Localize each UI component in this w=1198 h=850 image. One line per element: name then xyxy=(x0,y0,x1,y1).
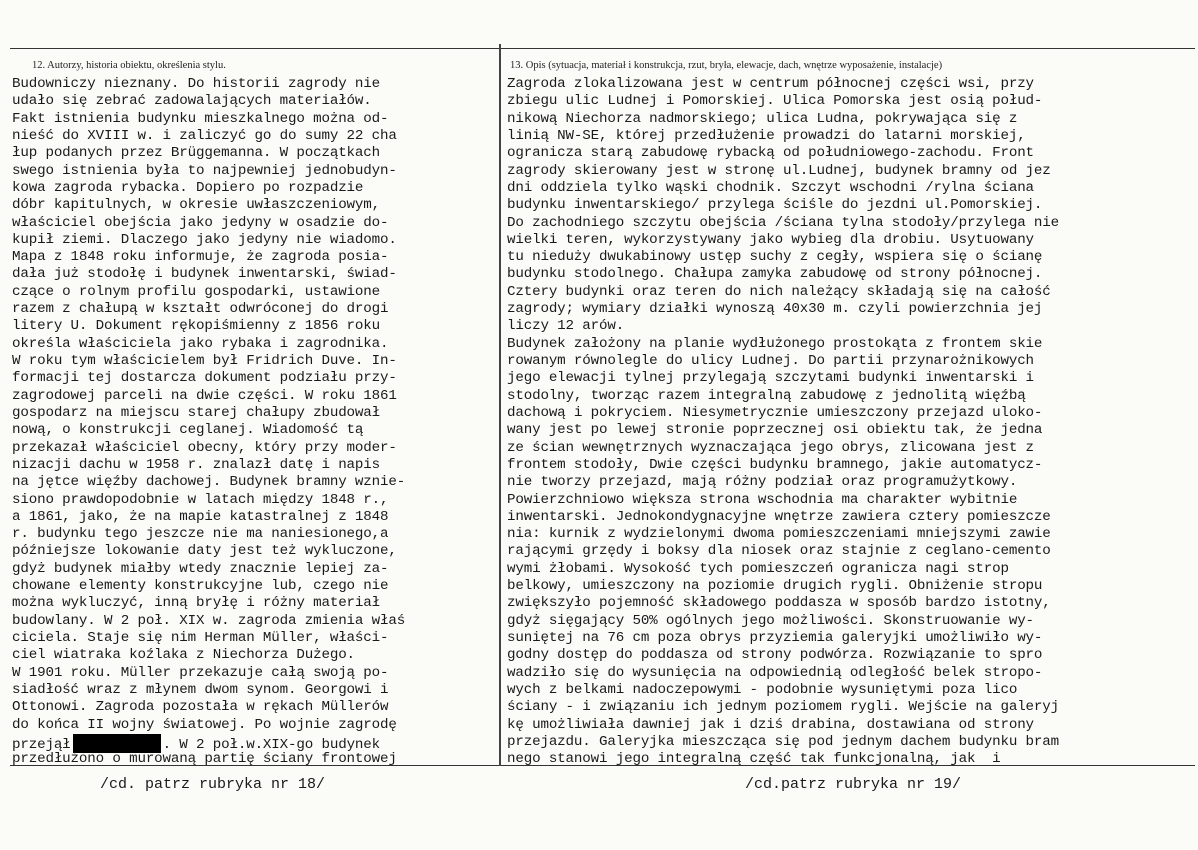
text-line: liczy 12 arów. xyxy=(507,318,625,335)
text-line: nie tworzy przejazd, mają różny podział oraz programużytkowy. xyxy=(507,474,1018,491)
text-line: chowane elementy konstrukcyjne lub, czego nie xyxy=(12,578,389,595)
text-line: ze ścian wewnętrznych wyznaczająca jego obrys, zlicowana jest z xyxy=(507,439,1034,456)
text-line: a 1861, jako, że na mapie katastralnej z 1848 xyxy=(12,508,389,525)
text-line: nia: kurnik z wydzielonymi dwoma pomieszczeniami mniejszymi zawie xyxy=(507,526,1051,543)
text-line: frontem stodoły, Dwie części budynku bramnego, jakie automatycz- xyxy=(507,456,1043,473)
text-line: W roku tym właścicielem był Fridrich Duve. In- xyxy=(12,353,397,369)
text-line: łup podanych przez Brüggemanna. W początkach xyxy=(12,145,381,162)
text-line: rowanym równolegle do ulicy Ludnej. Do partii przynarożnikowych xyxy=(507,353,1034,369)
text-line: na jętce więźby dachowej. Budynek bramny wznie- xyxy=(12,474,406,491)
text-line: zbiegu ulic Ludnej i Pomorskiej. Ulica Pomorska jest osią połud- xyxy=(507,93,1043,110)
text-line: przedłużono o murowaną partię ściany frontowej xyxy=(12,751,397,768)
text-line: swego istnienia była to najpewniej jednobudyn- xyxy=(12,162,397,179)
text-line: zagrodowej parceli na dwie części. W roku 1861 xyxy=(12,387,397,404)
column-divider xyxy=(499,44,501,766)
text-line: budynku stodolnego. Chałupa zamyka zabudowę od strony północnej. xyxy=(507,266,1043,283)
text-line: siadłość wraz z młynem dwom synom. Georgowi i xyxy=(12,681,389,698)
text-fragment: przejął xyxy=(12,736,71,753)
text-line: stodolny, tworząc razem integralną zabudowę z jednolitą więźbą xyxy=(507,387,1026,404)
text-line: nikową Niechorza nadmorskiego; ulica Ludna, pokrywająca się z xyxy=(507,110,1018,127)
text-line: przejazdu. Galeryjka mieszcząca się pod jednym dachem budynku bram xyxy=(507,733,1060,750)
description-text-column xyxy=(507,76,1059,769)
text-line: zagrody skierowany jest w stronę ul.Ludnej, budynek bramny od jez xyxy=(507,162,1051,179)
text-line: wadziło się do wysunięcia na odpowiednią odległość belek stropo- xyxy=(507,664,1043,681)
text-line: wymi żłobami. Wysokość tych pomieszczeń ogranicza nagi strop xyxy=(507,560,1009,577)
text-line: Budynek założony na planie wydłużonego prostokąta z frontem skie xyxy=(507,335,1043,352)
text-line: można wykluczyć, inną bryłę i różny materiał xyxy=(12,595,381,612)
text-line: zwiększyło pojemność składowego poddasza w sposób bardzo istotny, xyxy=(507,595,1051,612)
text-line: razem z chałupą w kształt odwróconej do drogi xyxy=(12,301,389,318)
text-line: siono prawdopodobnie w latach między 1848 r., xyxy=(12,491,389,508)
text-line: budowlany. W 2 poł. XIX w. zagroda zmienia właś xyxy=(12,612,406,629)
text-line: W 1901 roku. Müller przekazuje całą swoją po- xyxy=(12,664,389,681)
text-line: r. budynku tego jeszcze nie ma naniesionego,a xyxy=(12,526,389,543)
text-line: Do zachodniego szczytu obejścia /ściana tylna stodoły/przylega nie xyxy=(507,214,1060,231)
text-line: formacji tej dostarcza dokument podziału przy- xyxy=(12,370,397,387)
history-text-column xyxy=(12,76,405,769)
text-line: nego stanowi jego integralną część tak funkcjonalną, jak i xyxy=(507,751,1001,768)
text-line: dni oddziela tylko wąski chodnik. Szczyt wschodni /rylna ściana xyxy=(507,179,1034,196)
text-line: czące o rolnym profilu gospodarki, ustawione xyxy=(12,283,381,300)
text-line: kupił ziemi. Dlaczego jako jedyny nie wiadomo. xyxy=(12,231,397,248)
text-line: Ottonowi. Zagroda pozostała w rękach Müllerów xyxy=(12,699,389,716)
text-line: belkowy, umieszczony na poziomie drugich rygli. Obniżenie stropu xyxy=(507,578,1043,595)
text-fragment: . W 2 poł.w.XIX-go budynek xyxy=(162,736,381,753)
text-line: ciel wiatraka koźlaka z Niechorza Dużego. xyxy=(12,647,355,664)
text-line: Mapa z 1848 roku informuje, że zagroda posia- xyxy=(12,249,389,266)
text-line: wych z belkami nadoczepowymi - podobnie wysuniętymi poza lico xyxy=(507,681,1018,698)
left-column-header: 12. Autorzy, historia obiektu, określenia stylu. xyxy=(32,60,226,71)
text-line: litery U. Dokument rękopiśmienny z 1856 roku xyxy=(12,318,381,335)
text-line: gdyż sięgający 50% ogólnych jego możliwości. Skonstruowanie wy- xyxy=(507,612,1034,629)
text-line: dała już stodołę i budynek inwentarski, świad- xyxy=(12,266,397,283)
text-line: dachową i pokryciem. Niesymetrycznie umieszczony przejazd uloko- xyxy=(507,404,1043,421)
text-line: wielki teren, wykorzystywany jako wybieg dla drobiu. Usytuowany xyxy=(507,231,1034,248)
text-line: linią NW-SE, której przedłużenie prowadzi do latarni morskiej, xyxy=(507,127,1026,144)
text-line: Cztery budynki oraz teren do nich należący składają się na całość xyxy=(507,283,1051,300)
text-line: gospodarz na miejscu starej chałupy zbudował xyxy=(12,404,381,421)
top-rule xyxy=(10,48,1195,49)
text-line: gdyż budynek miałby wtedy znacznie lepiej za- xyxy=(12,560,389,577)
text-line: ciciela. Staje się nim Herman Müller, właści- xyxy=(12,630,389,646)
text-line: Powierzchniowo większa strona wschodnia ma charakter wybitnie xyxy=(507,491,1018,508)
text-line: inwentarski. Jednokondygnacyjne wnętrze zawiera cztery pomieszcze xyxy=(507,508,1051,525)
right-continuation-note: /cd.patrz rubryka nr 19/ xyxy=(745,776,962,793)
text-line: godny dostęp do poddasza od strony podwórza. Rozwiązanie to spro xyxy=(507,647,1043,664)
text-line: dóbr kapitulnych, w okresie uwłaszczeniowym, xyxy=(12,197,381,214)
text-line: Budowniczy nieznany. Do historii zagrody nie xyxy=(12,76,381,92)
text-line: kowa zagroda rybacka. Dopiero po rozpadzie xyxy=(12,179,364,196)
text-line: zagrody; wymiary działki wynoszą 40x30 m. czyli powierzchnia jej xyxy=(507,301,1043,318)
text-line: przekazał właściciel obecny, który przy moder- xyxy=(12,439,397,456)
left-continuation-note: /cd. patrz rubryka nr 18/ xyxy=(100,776,326,793)
text-line: do końca II wojny światowej. Po wojnie zagrodę xyxy=(12,716,397,733)
text-line: budynku inwentarskiego/ przylega ściśle do jezdni ul.Pomorskiej. xyxy=(507,197,1043,214)
right-column-header: 13. Opis (sytuacja, materiał i konstrukcja, rzut, bryła, elewacje, dach, wnętrze wyposażenie, instalacje) xyxy=(510,60,943,71)
text-line: ogranicza starą zabudowę rybacką od południowego-zachodu. Front xyxy=(507,145,1034,162)
text-line: Fakt istnienia budynku mieszkalnego można od- xyxy=(12,110,389,127)
text-line: tu nieduży dwukabinowy ustęp suchy z cegły, wspiera się o ścianę xyxy=(507,249,1043,266)
text-line: udało się zebrać zadowalających materiałów. xyxy=(12,93,372,110)
text-line: właściciel obejścia jako jedyny w osadzie do- xyxy=(12,214,389,231)
text-line: określa właściciela jako rybaka i zagrodnika. xyxy=(12,335,389,352)
text-line: suniętej na 76 cm poza obrys przyziemia galeryjki umożliwiło wy- xyxy=(507,630,1043,646)
text-line: kę umożliwiała dawniej jak i dziś drabina, dostawiana od strony xyxy=(507,716,1034,733)
text-line: Zagroda zlokalizowana jest w centrum północnej części wsi, przy xyxy=(507,76,1034,92)
text-line: rającymi grzędy i boksy dla niosek oraz stajnie z ceglano-cemento xyxy=(507,543,1051,560)
redacted-line xyxy=(12,734,405,751)
text-line: jego elewacji tylnej przylegają szczytami budynki inwentarski i xyxy=(507,370,1034,387)
redaction-block xyxy=(73,734,161,753)
text-line: nieść do XVIII w. i zaliczyć go do sumy 22 cha xyxy=(12,127,397,144)
text-line: nową, o konstrukcji ceglanej. Wiadomość tą xyxy=(12,422,364,439)
text-line: wany jest po lewej stronie poprzecznej osi obiektu tak, że jedna xyxy=(507,422,1043,439)
text-line: nizacji dachu w 1958 r. znalazł datę i napis xyxy=(12,456,381,473)
text-line: ściany - i związaniu ich jednym poziomem rygli. Wejście na galeryj xyxy=(507,699,1060,716)
text-line: późniejsze lokowanie daty jest też wykluczone, xyxy=(12,543,397,560)
